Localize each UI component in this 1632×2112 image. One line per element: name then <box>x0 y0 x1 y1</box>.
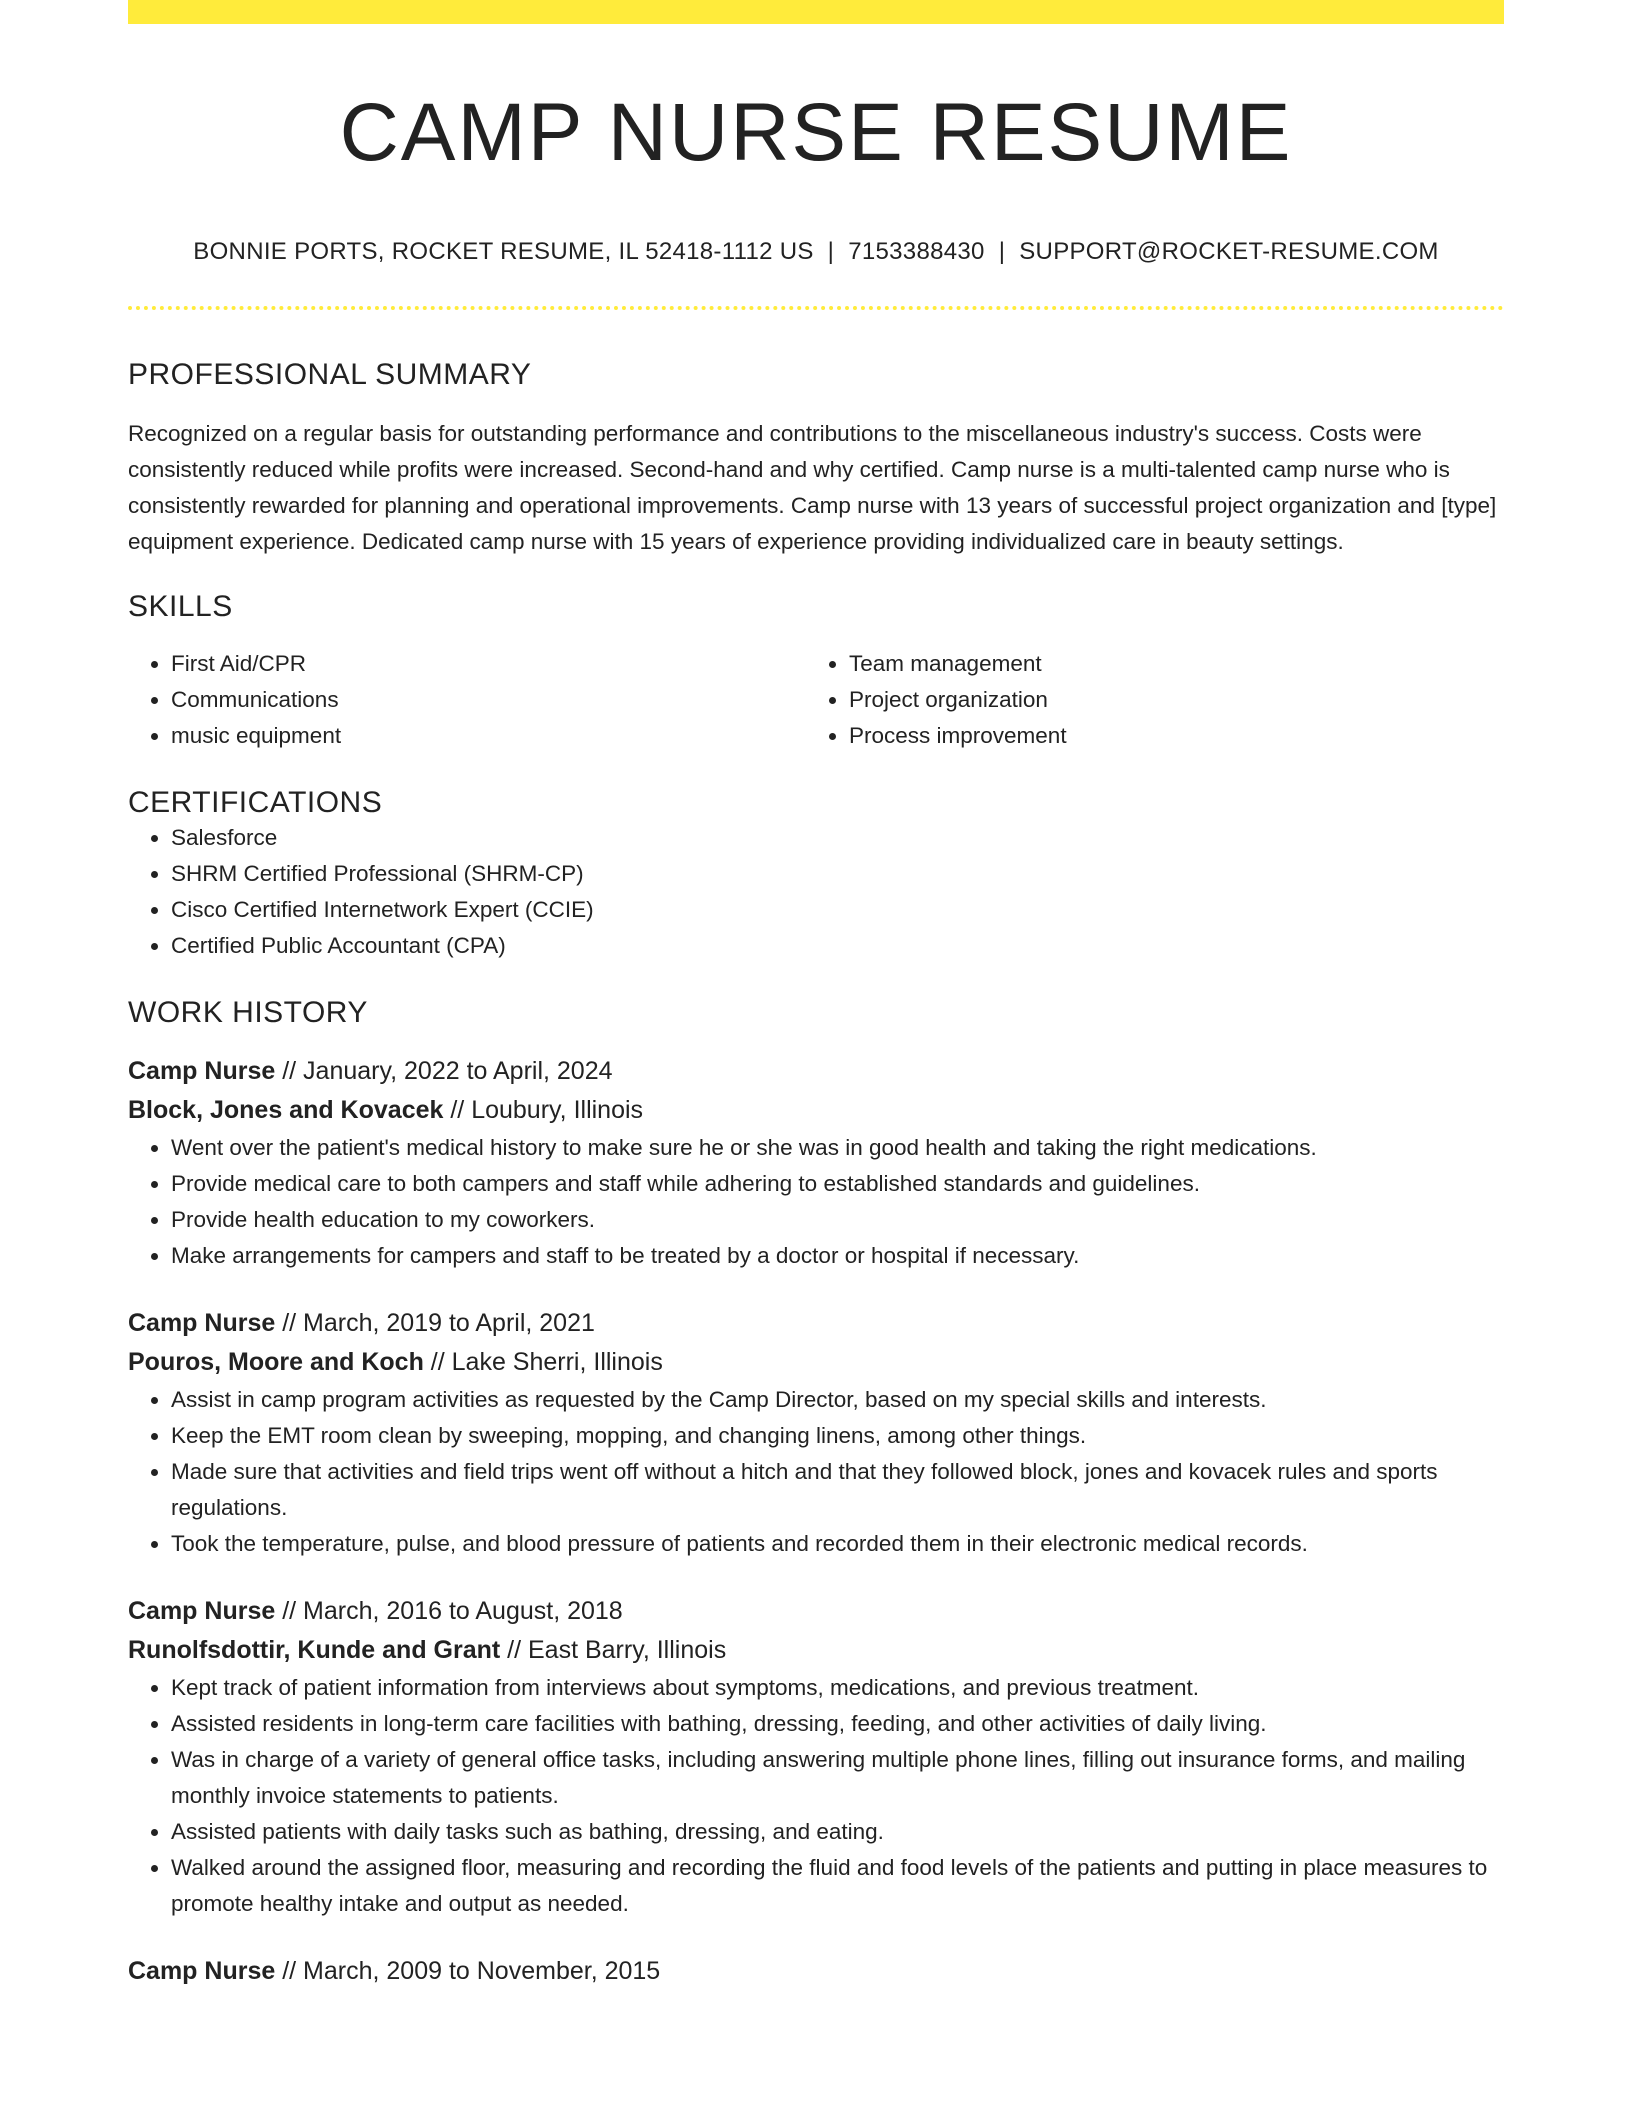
skill-item: • Process improvement <box>849 718 1484 754</box>
job-title: Camp Nurse <box>128 1597 276 1626</box>
job-entry <box>128 1304 1504 1562</box>
skills-list-left <box>128 646 806 754</box>
job-title-line <box>128 1592 1504 1631</box>
job-duty: • Provide medical care to both campers and staff while adhering to established standards and guidelines. <box>171 1166 1504 1202</box>
job-duty: • Walked around the assigned floor, measuring and recording the fluid and food levels of the patients and putting in place measures to promote healthy intake and output as needed. <box>171 1850 1504 1922</box>
resume-page <box>128 0 1504 1991</box>
job-duties-list <box>128 1382 1504 1562</box>
skill-item: • Team management <box>849 646 1484 682</box>
job-title: Camp Nurse <box>128 1057 276 1086</box>
job-duty: • Assist in camp program activities as requested by the Camp Director, based on my special skills and interests. <box>171 1382 1504 1418</box>
job-title-line <box>128 1952 1504 1991</box>
job-dates: // March, 2009 to November, 2015 <box>275 1957 661 1986</box>
job-title-line <box>128 1052 1504 1091</box>
job-duty: • Was in charge of a variety of general office tasks, including answering multiple phone lines, filling out insurance forms, and mailing monthly invoice statements to patients. <box>171 1742 1504 1814</box>
certifications-heading: CERTIFICATIONS <box>128 786 383 820</box>
job-company-line <box>128 1343 1504 1382</box>
job-duty: • Went over the patient's medical history to make sure he or she was in good health and taking the right medications. <box>171 1130 1504 1166</box>
job-duty: • Make arrangements for campers and staff to be treated by a doctor or hospital if necessary. <box>171 1238 1504 1274</box>
summary-text: Recognized on a regular basis for outstanding performance and contributions to the miscellaneous industry's success. Costs were consistently reduced while profits were increased. Second-hand and why certified. Camp nurse is a multi-talented camp nurse who is consistently rewarded for planning and operational improvements. Camp nurse with 13 years of successful project organization and [type] equipment experience. Dedicated camp nurse with 15 years of experience providing individualized care in beauty settings. <box>128 421 1497 555</box>
certification-item: • SHRM Certified Professional (SHRM-CP) <box>171 856 1504 892</box>
summary-heading: PROFESSIONAL SUMMARY <box>128 358 532 392</box>
job-company: Block, Jones and Kovacek <box>128 1096 444 1125</box>
skills-list-right <box>806 646 1484 754</box>
skills-column-right <box>806 646 1484 754</box>
job-dates: // January, 2022 to April, 2024 <box>275 1057 613 1086</box>
skill-item: • Communications <box>171 682 806 718</box>
contact-separator: | <box>998 238 1006 266</box>
resume-title: CAMP NURSE RESUME <box>339 87 1293 178</box>
contact-phone: 7153388430 <box>848 238 985 266</box>
job-duty: • Provide health education to my coworkers. <box>171 1202 1504 1238</box>
skill-item: • Project organization <box>849 682 1484 718</box>
job-duty: • Made sure that activities and field trips went off without a hitch and that they followed block, jones and kovacek rules and sports regulations. <box>171 1454 1504 1526</box>
skill-item: • music equipment <box>171 718 806 754</box>
skills-grid <box>128 646 1504 754</box>
job-company: Pouros, Moore and Koch <box>128 1348 424 1377</box>
certification-item: • Cisco Certified Internetwork Expert (CCIE) <box>171 892 1504 928</box>
work-history-heading: WORK HISTORY <box>128 996 368 1030</box>
job-duties-list <box>128 1130 1504 1274</box>
skill-item: • First Aid/CPR <box>171 646 806 682</box>
contact-line <box>128 238 1504 266</box>
job-location: // East Barry, Illinois <box>500 1636 727 1665</box>
job-entry <box>128 1052 1504 1274</box>
job-entry <box>128 1952 1504 1991</box>
certification-item: • Certified Public Accountant (CPA) <box>171 928 1504 964</box>
contact-address: BONNIE PORTS, ROCKET RESUME, IL 52418-1112 US <box>193 238 814 266</box>
job-duty: • Assisted residents in long-term care facilities with bathing, dressing, feeding, and other activities of daily living. <box>171 1706 1504 1742</box>
contact-separator: | <box>827 238 835 266</box>
job-company-line <box>128 1631 1504 1670</box>
header-divider <box>128 306 1504 310</box>
certifications-list <box>128 820 1504 964</box>
job-duties-list <box>128 1670 1504 1922</box>
job-duty: • Assisted patients with daily tasks such as bathing, dressing, and eating. <box>171 1814 1504 1850</box>
certification-item: • Salesforce <box>171 820 1504 856</box>
accent-top-bar <box>128 0 1504 24</box>
job-company-line <box>128 1091 1504 1130</box>
skills-heading: SKILLS <box>128 590 233 624</box>
job-company: Runolfsdottir, Kunde and Grant <box>128 1636 501 1665</box>
job-dates: // March, 2016 to August, 2018 <box>275 1597 623 1626</box>
job-title: Camp Nurse <box>128 1309 276 1338</box>
contact-email: SUPPORT@ROCKET-RESUME.COM <box>1019 238 1439 266</box>
job-duty: • Keep the EMT room clean by sweeping, mopping, and changing linens, among other things. <box>171 1418 1504 1454</box>
skills-column-left <box>128 646 806 754</box>
job-location: // Loubury, Illinois <box>443 1096 644 1125</box>
job-location: // Lake Sherri, Illinois <box>423 1348 663 1377</box>
job-title: Camp Nurse <box>128 1957 276 1986</box>
job-entry <box>128 1592 1504 1922</box>
job-dates: // March, 2019 to April, 2021 <box>275 1309 595 1338</box>
job-duty: • Took the temperature, pulse, and blood pressure of patients and recorded them in their electronic medical records. <box>171 1526 1504 1562</box>
job-title-line <box>128 1304 1504 1343</box>
job-duty: • Kept track of patient information from interviews about symptoms, medications, and previous treatment. <box>171 1670 1504 1706</box>
